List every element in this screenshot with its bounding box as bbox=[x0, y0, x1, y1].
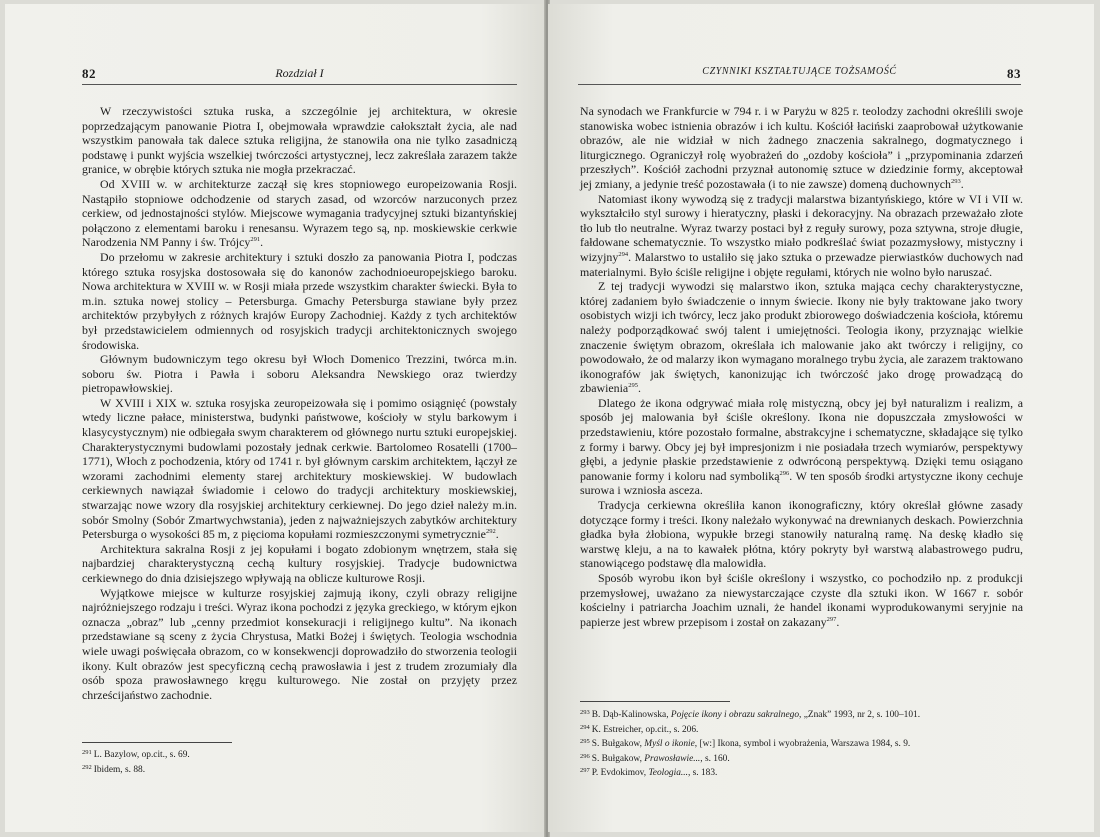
footnote-ref: 295 bbox=[628, 382, 638, 390]
paragraph: Głównym budowniczym tego okresu był Włoch Domenico Trezzini, twórca m.in. soboru św. Piotra i Pawła i soboru Aleksandra Newskiego oraz twierdzy pietropawłowskiej. bbox=[82, 352, 517, 396]
body-text bbox=[580, 104, 1023, 629]
footnote: $^{293}$ B. Dąb-Kalinowska, Pojęcie ikony i obrazu sakralnego, „Znak” 1993, nr 2, s. 100–101. bbox=[580, 709, 921, 720]
left-page bbox=[5, 4, 546, 832]
footnotes bbox=[82, 747, 190, 776]
footnote-ref: 294 bbox=[618, 250, 629, 258]
section-title: CZYNNIKI KSZTAŁTUJĄCE TOŻSAMOŚĆ bbox=[702, 66, 897, 77]
chapter-title: Rozdział I bbox=[275, 66, 324, 80]
paragraph: Sposób wyrobu ikon był ściśle określony i wszystko, co pochodziło np. z produkcji przemysłowej, uważano za niewystarczające czyste dla sztuki ikon. W 1667 r. sobór kościelny i patriarcha Joachim uznali, że handel ikonami wyprodukowanymi seryjnie na papierze jest wbrew przepisom i został on zakazany$^{297}$. bbox=[580, 571, 1023, 629]
paragraph: Architektura sakralna Rosji z jej kopułami i bogato zdobionym wnętrzem, stała się najbardziej charakterystyczną cechą kultury rosyjskiej. Tradycje budownictwa cerkiewnego do dnia dzisiejszego wpływają na oblicze kulturowe Rosji. bbox=[82, 541, 517, 585]
footnote-ref: 296 bbox=[779, 469, 790, 477]
paragraph: Tradycja cerkiewna określiła kanon ikonograficzny, który określał główne zasady dotyczące formy i treści. Ikony należało wykonywać na drewnianych deskach. Powierzchnia gładka była żłobiona, wypukłe brzegi stanowiły naturalną ramę. Na deskę kładło się warstwę kleju, a na to kawałek płótna, który pokryty był warstwą alabastrowego pudru, stanowiącego podstawę dla malowidła. bbox=[580, 498, 1023, 571]
paragraph: Od XVIII w. w architekturze zaczął się kres stopniowego europeizowania Rosji. Nastąpiło stopniowe odchodzenie od starych zasad, od wzorców narzuconych przez cerkiew, od jednostajności stylów. Miejscowe wymagania tradycyjnej sztuki bizantyńskiej połączono z elementami baroku i renesansu. Wyrazem tego są, np. moskiewskie cerkwie Narodzenia NM Panny i św. Trójcy$^{291}$. bbox=[82, 176, 517, 250]
footnote: $^{295}$ S. Bułgakow, Myśl o ikonie, [w:] Ikona, symbol i wyobrażenia, Warszawa 1984, s. 9. bbox=[580, 738, 911, 750]
footnote-ref: 291 bbox=[250, 236, 261, 244]
paragraph: Dlatego że ikona odgrywać miała rolę mistyczną, obcy jej był naturalizm i realizm, a sposób jej malowania był ściśle określony. Ikona nie dopuszczała zmysłowości w przedstawieniu, które pozostało formalne, abstrakcyjne i schematyczne, składające się tylko z formy i barwy. Obcy jej był impresjonizm i nie posiadała trzech wymiarów, perspektywy głębi, a jedynie płaskie przedstawienie z odwróconą perspektywą. Dzięki temu osiągano panowanie formy i koloru nad symboliką$^{296}$. W ten sposób środki artystyczne ikony cechuje surowa i wzniosła asceza. bbox=[580, 395, 1023, 498]
footnote: $^{292}$ Ibidem, s. 88. bbox=[82, 763, 146, 775]
running-head bbox=[82, 66, 517, 82]
paragraph: Do przełomu w zakresie architektury i sztuki doszło za panowania Piotra I, podczas którego sztuka rosyjska dostosowała się do kanonów zachodnioeuropejskiego baroku. Nowa architektura w XVIII w. w Rosji miała przede wszystkim charakter świecki. Była to m.in. sztuka nowej stolicy – Petersburga. Gmachy Petersburga stawiane były przez architektów przybyłych z różnych krajów Europy Zachodniej. Każdy z tych architektów był przedstawicielem odmiennych od rosyjskich tradycji architektonicznych swojego środowiska. bbox=[82, 249, 517, 352]
footnote: $^{294}$ K. Estreicher, op.cit., s. 206. bbox=[580, 723, 699, 735]
footnote: $^{296}$ S. Bułgakow, Prawosławie..., s. 160. bbox=[580, 752, 730, 764]
paragraph: Natomiast ikony wywodzą się z tradycji malarstwa bizantyńskiego, które w VI i VII w. wykształciło styl surowy i hieratyczny, płaski i dekoracyjny. Na obrazach przeważało złote tło lub tło neutralne. Wyraz twarzy postaci był z reguły surowy, poza sztywna, stroje długie, fałdowane schematycznie. To wszystko miało podkreślać świat pozazmysłowy, mistyczny i wizyjny$^{294}$. Malarstwo to ustaliło się jako sztuka o przewadze pierwiastków duchowych nad materialnymi. Było ściśle religijne i objęte regułami, których nie wolno było naruszać. bbox=[580, 191, 1023, 279]
header-rule bbox=[82, 84, 517, 85]
paragraph: Wyjątkowe miejsce w kulturze rosyjskiej zajmują ikony, czyli obrazy religijne najróżniejszego rodzaju i treści. Wyraz ikona pochodzi z języka greckiego, w którym ejkon oznacza „obraz” lub „cenny przedmiot konsekuracji i religijnego kultu”. Na ikonach przedstawiane są sceny z życia Chrystusa, Matki Bożej i świętych. Teologia wschodnia wiele uwagi poświęcała obrazom, co w konsekwencji doprowadziło do stworzenia teologii ikony. Kult obrazów jest specyficzną cechą prawosławia i jest z trudem zrozumiały dla osób spoza prawosławnego kręgu kulturowego. Nie został on przyjęty przez chrześcijaństwo zachodnie. bbox=[82, 585, 517, 702]
running-head bbox=[578, 66, 1021, 82]
paragraph: W rzeczywistości sztuka ruska, a szczególnie jej architektura, w okresie poprzedzającym panowanie Piotra I, obejmowała wprawdzie całokształt życia, ale nad wszystkim panowała tak dalece sztuka religijna, że stanowiła ona nie tylko zasadniczą podstawę i punkt wyjścia wszelkiej twórczości artystycznej, lecz zakreślała zarazem także granice, w obrębie których sztuka nie mogła przekraczać. bbox=[82, 104, 517, 177]
footnote-rule bbox=[580, 701, 730, 702]
footnote-ref: 297 bbox=[826, 615, 837, 623]
footnote-rule bbox=[82, 742, 232, 743]
footnote-ref: 292 bbox=[485, 528, 496, 536]
footnote: $^{297}$ P. Evdokimov, Teologia..., s. 183. bbox=[580, 767, 718, 779]
paragraph: W XVIII i XIX w. sztuka rosyjska zeuropeizowała się i pomimo osiągnięć (powstały wtedy liczne pałace, ministerstwa, budynki państwowe, kościoły w stylu barkowym i klasycystycznym) nie odbiegała swym charakterem od głównego nurtu sztuki europejskiej. Charakterystycznymi budowlami pozostały jednak cerkwie. Bartolomeo Rosatelli (1700–1771), Włoch z pochodzenia, który od 1741 r. był głównym carskim architektem, łączył ze wzorami zachodnimi elementy starej architektury moskiewskiej. W budowlach cerkiewnych nawiązał świadomie i celowo do tradycji architektury moskiewskiej, stwarzając nowe wzory dla rosyjskiej architektury cerkiewnej. Do jego dzieł należy m.in. sobór Smolny (Sobór Zmartwychwstania), jeden z najważniejszych zabytków architektury Petersburga o wysokości 85 m, z pięcioma kopułami rozmieszczonymi symetrycznie$^{292}$. bbox=[82, 395, 517, 542]
page-number: 82 bbox=[82, 66, 96, 81]
page-number: 83 bbox=[1007, 66, 1021, 81]
footnote-ref: 293 bbox=[951, 177, 961, 185]
footnotes bbox=[580, 707, 920, 780]
paragraph: Na synodach we Frankfurcie w 794 r. i w Paryżu w 825 r. teolodzy zachodni określili swoje stanowiska wobec istnienia obrazów i ich kultu. Kościół łaciński zaaprobował użytkowanie obrazów, ale nie widział w nich żadnego znaczenia sakralnego, dogmatycznego i liturgicznego. Ograniczył rolę wyobrażeń do „ozdoby kościoła” i „przypominania zdarzeń przeszłych”. Kościół zachodni przyznał autonomię sztuce w dziedzinie formy, akceptował jej zmiany, a jedynie treść pozostawała (i to nie zawsze) domeną duchownych$^{293}$. bbox=[580, 104, 1023, 191]
header-rule bbox=[578, 84, 1021, 85]
body-text bbox=[82, 104, 517, 702]
paragraph: Z tej tradycji wywodzi się malarstwo ikon, sztuka mająca cechy charakterystyczne, której zadaniem było świadczenie o innym świecie. Ikony nie były traktowane jako twory osobistych wizji ich twórcy, lecz jako produkt zbiorowego doświadczenia kościoła, któremu należy podporządkować swój talent i umiejętności. Teologia ikony, przyznając wielkie znaczenie świętym obrazom, określała ich malowanie jako akt twórczy i religijny, co powodowało, że od malarzy ikon wymagano moralnego trybu życia, ale zarazem traktowano ikonografów jak świętych, kanonizując ich twórczość jako drogę prowadzącą do zbawienia$^{295}$. bbox=[580, 279, 1023, 396]
footnote: $^{291}$ L. Bazylow, op.cit., s. 69. bbox=[82, 749, 190, 760]
right-page bbox=[548, 4, 1094, 832]
